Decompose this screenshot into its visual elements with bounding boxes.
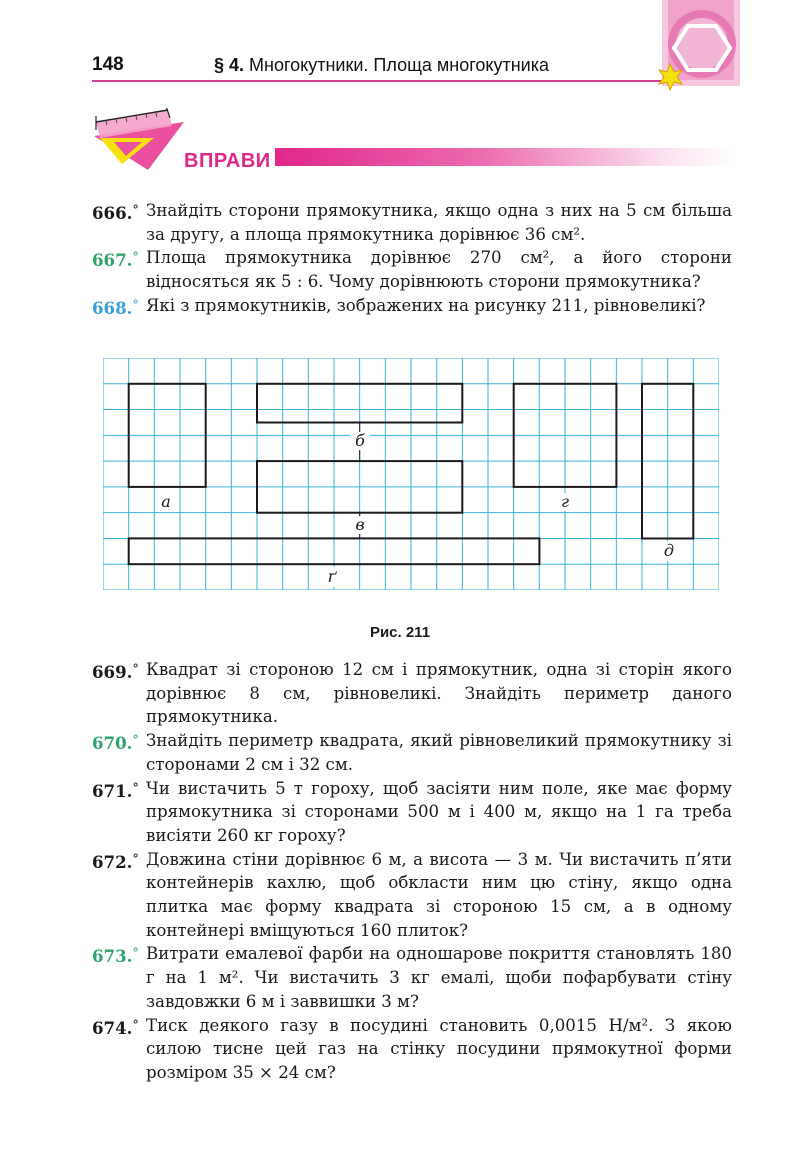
exercises-heading: ВПРАВИ [184,150,271,172]
label-b: б [355,431,365,450]
label-g: г [560,492,570,511]
exercise-number: 673.° [92,946,139,967]
exercise-text: Квадрат зі стороною 12 см і прямокутник, одна зі сторін якого дорівнює 8 см, рівновеликі. Знайдіть периметр даного прямокутника. [146,660,732,727]
exercise-text: Площа прямокутника дорівнює 270 см², а його сторони відносяться як 5 : 6. Чому дорівнюють сторони прямокутника? [146,248,732,292]
exercise-674 [92,1014,732,1085]
exercise-text: Довжина стіни дорівнює 6 м, а висота — 3 м. Чи вистачить п’яти контейнерів кахлю, щоб обкласти ним цю стіну, якщо одна плитка має форму квадрата зі стороною 15 см, а в одному контейнері вміщуються 160 плиток? [146,849,732,940]
ruler-triangle-icon [92,108,184,178]
exercise-text: Тиск деякого газу в посудині становить 0,0015 Н/м². З якою силою тисне цей газ на стінку посудини прямокутної форми розміром 35 × 24 см? [146,1015,732,1082]
figure-caption: Рис. 211 [369,624,431,641]
exercise-number: 666.° [92,203,139,223]
exercise-668 [92,294,732,321]
exercises-banner [92,108,742,178]
exercise-669 [92,658,732,729]
exercise-text: Знайдіть периметр квадрата, який рівновеликий прямокутнику зі сторонами 2 см і 32 см. [146,731,732,774]
exercise-number: 671.° [92,780,139,801]
exercise-666 [92,199,732,246]
label-a: а [161,492,171,511]
exercise-number: 669.° [92,662,139,682]
exercise-672 [92,848,732,943]
label-d: д [663,541,675,560]
label-gg: ґ [327,567,337,586]
hexagon-corner-icon [640,0,740,100]
exercise-number: 672.° [92,851,139,872]
section-number: § 4. [214,55,245,75]
exercise-number: 674.° [92,1017,139,1038]
exercise-text: Витрати емалевої фарби на одношарове покриття становлять 180 г на 1 м². Чи вистачить 3 кг емалі, щоби пофарбувати стіну завдовжки 6 м і заввишки 3 м? [146,944,732,1011]
section-title [214,55,549,76]
exercise-list-bottom [92,658,732,1085]
exercise-673 [92,942,732,1013]
section-name: Многокутники. Площа многокутника [249,55,549,75]
page-number: 148 [92,54,124,75]
label-v: в [355,515,365,534]
exercise-number: 667.° [92,250,139,271]
figure-211-grid [103,358,719,590]
header-rule [92,80,697,82]
exercise-number: 668.° [92,297,139,318]
exercise-667 [92,246,732,293]
exercise-number: 670.° [92,733,139,754]
exercise-text: Знайдіть сторони прямокутника, якщо одна з них на 5 см більша за другу, а площа прямокутника дорівнює 36 см². [146,201,732,244]
page-header [0,0,800,100]
exercise-text: Чи вистачить 5 т гороху, щоб засіяти ним поле, яке має форму прямокутника зі сторонами 500 м і 400 м, якщо на 1 га треба висіяти 260 кг гороху? [146,778,732,845]
exercise-670 [92,729,732,776]
exercise-list-top [92,199,732,321]
heading-gradient-bar [275,148,735,166]
exercise-text: Які з прямокутників, зображених на рисунку 211, рівновеликі? [146,295,706,315]
exercise-671 [92,777,732,848]
